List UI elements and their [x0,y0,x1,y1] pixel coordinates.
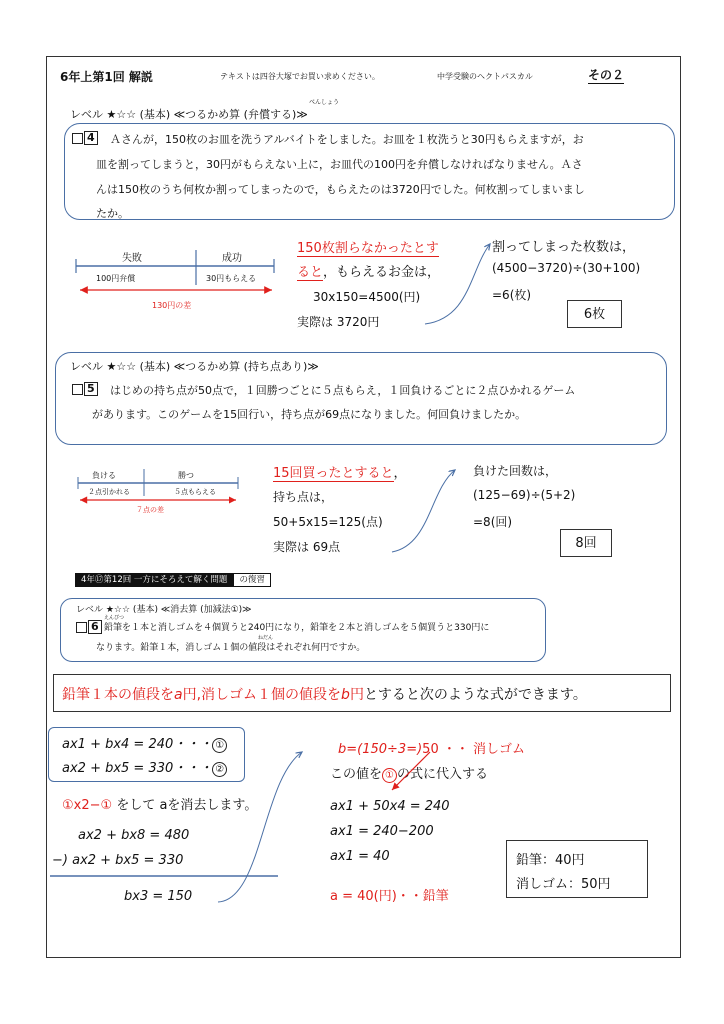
q4-diagram-right-sub: 30円もらえる [206,274,257,283]
q4-level-heading: レベル ★☆☆ (基本) ≪つるかめ算 (弁償する)≫ [70,108,308,121]
q4-number-line [76,250,274,285]
q5-diagram-left-sub: ２点引かれる [88,488,130,496]
page-title: 6年上第1回 解説 [60,70,153,84]
q4-ruby: べんしょう [309,99,340,106]
q6-answer-pencil: 鉛筆：40円 [516,853,585,868]
review-banner: 4年⑰第12回 一方にそろえて解く問題 の復習 [75,572,271,588]
q6-line-1: 鉛筆を１本と消しゴムを４個買うと240円になり，鉛筆を２本と消しゴムを５個買うと330円に [104,623,490,633]
q5-number: 5 [72,382,102,396]
q5-result-title: 負けた回数は， [473,464,558,478]
q5-number-line [78,469,238,496]
q5-result-calc: (125−69)÷(5+2) [473,488,576,502]
q5-calc: 50+5x15=125(点) [273,515,383,529]
q6-a-result: a = 40(円)・・鉛筆 [330,889,449,904]
q6-calc-2: −) ax2 + bx5 = 330 [52,853,184,868]
q4-actual: 実際は 3720円 [297,315,380,329]
q5-flow-arrow [392,470,455,552]
q4-line-2: 皿を割ってしまうと，30円がもらえない上に，お皿代の100円を弁償しなければなりません。Ａさ [96,158,583,171]
q6-ruby-2: ねだん [258,635,274,641]
q6-sub-3: ax1 = 40 [330,849,390,864]
q4-flow-arrow [425,244,490,324]
q6-eq-2: ax2 + bx5 = 330・・・ ② [62,757,227,777]
q6-ruby-1: えんぴつ [104,615,125,621]
q4-diagram-diff: 130円の差 [152,301,192,310]
q4-calc: 30x150=4500(円) [313,290,421,304]
q4-assume-line-1: 150枚割らなかったとす [297,241,439,256]
q5-level-heading: レベル ★☆☆ (基本) ≪つるかめ算 (持ち点あり)≫ [70,360,319,373]
q6-calc-3: bx3 = 150 [124,889,193,904]
q6-answer-eraser: 消しゴム：50円 [516,877,611,892]
q5-diagram-right-label: 勝つ [178,471,194,480]
q6-level-heading: レベル ★☆☆ (基本) ≪消去算 (加減法①)≫ [76,605,252,615]
q4-number: 4 [72,131,102,145]
q6-sub-2: ax1 = 240−200 [330,824,434,839]
q4-result-title: 割ってしまった枚数は， [492,240,636,255]
q6-calc-1: ax2 + bx8 = 480 [78,828,190,843]
q5-answer-box: 8回 [560,529,612,557]
q4-line-4: たか。 [96,207,129,220]
q4-line-1: Ａさんが，150枚のお皿を洗うアルバイトをしました。お皿を１枚洗うと30円もらえますが，お [110,133,584,146]
q5-diagram-right-sub: ５点もらえる [174,488,216,496]
q5-assume-line-1: 15回買ったとすると， [273,466,407,481]
q6-b-line: b=(150÷3=)50 ・・ 消しゴム [338,742,525,757]
q6-eq-1: ax1 + bx4 = 240・・・ ① [62,733,227,753]
q6-number: 6 [76,620,106,634]
q5-line-2: があります。このゲームを15回行い，持ち点が69点になりました。何回負けましたか。 [92,408,527,421]
q5-actual: 実際は 69点 [273,540,341,554]
q5-line-1: はじめの持ち点が50点で，１回勝つごとに５点もらえ，１回負けるごとに２点ひかれるゲーム [110,384,576,397]
q4-diagram-left-sub: 100円弁償 [96,274,136,283]
q4-answer-box: 6枚 [567,300,622,328]
q4-diagram-right-label: 成功 [222,253,242,264]
q6-step: ①x2−① をして aを消去します。 [62,798,258,813]
q5-diagram-left-label: 負ける [92,471,116,480]
q5-line-2: 持ち点は， [273,490,334,504]
brand-name: 中学受験のヘクトパスカル [437,72,533,81]
q6-line-2: なります。鉛筆１本，消しゴム１個の値段はそれぞれ何円ですか。 [96,643,366,653]
q4-diagram-left-label: 失敗 [122,253,142,264]
q6-sub-1: ax1 + 50x4 = 240 [330,799,450,814]
q5-result-eq: =8(回) [473,515,513,529]
q5-diagram-diff: ７点の差 [136,506,164,514]
part-label: その２ [588,68,625,82]
q6-statement: 鉛筆１本の値段をa円,消しゴム１個の値段をb円とすると次のような式ができます。 [62,687,587,703]
q4-result-calc: (4500−3720)÷(30+100) [492,261,641,275]
q6-substitute-line: この値を ① の式に代入する [330,767,489,782]
q4-line-3: んは150枚のうち何枚か割ってしまったので，もらえたのは3720円でした。何枚割ってしまいまし [96,183,585,196]
q4-assume-line-2: ると，もらえるお金は， [297,265,441,280]
purchase-note: テキストは四谷大塚でお買い求めください。 [220,72,380,81]
q6-substitute-arrow [392,752,430,790]
q6-flow-arrow [218,752,302,902]
q4-result-eq: =6(枚) [492,288,532,302]
